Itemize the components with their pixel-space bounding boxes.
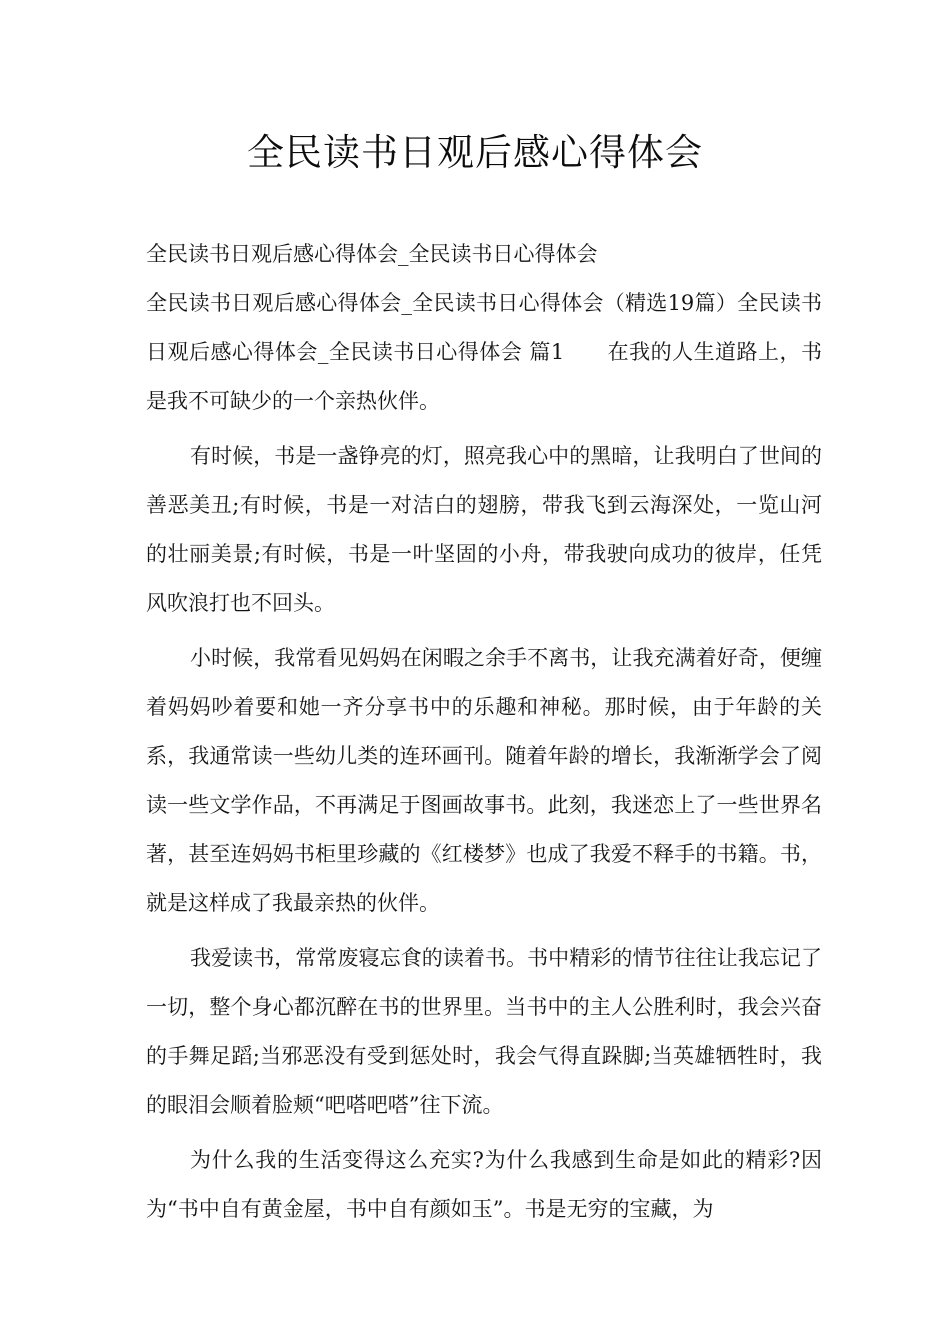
document-body (146, 230, 822, 1234)
document-title: 全民读书日观后感心得体会 (247, 131, 703, 174)
paragraph-intro: 全民读书日观后感心得体会_全民读书日心得体会（精选19篇）全民读书日观后感心得体会_全民读书日心得体会 篇1 在我的人生道路上，书是我不可缺少的一个亲热伙伴。 (146, 291, 822, 413)
paragraph-2: 有时候，书是一盏铮亮的灯，照亮我心中的黑暗，让我明白了世间的善恶美丑;有时候，书是一对洁白的翅膀，带我飞到云海深处，一览山河的壮丽美景;有时候，书是一叶坚固的小舟，带我驶向成功的彼岸，任凭风吹浪打也不回头。 (146, 444, 822, 615)
paragraph-4: 我爱读书，常常废寝忘食的读着书。书中精彩的情节往往让我忘记了一切，整个身心都沉醉在书的世界里。当书中的主人公胜利时，我会兴奋的手舞足蹈;当邪恶没有受到惩处时，我会气得直跺脚;当英雄牺牲时，我的眼泪会顺着脸颊“吧嗒吧嗒”往下流。 (146, 946, 822, 1117)
paragraph-3: 小时候，我常看见妈妈在闲暇之余手不离书，让我充满着好奇，便缠着妈妈吵着要和她一齐分享书中的乐趣和神秘。那时候，由于年龄的关系，我通常读一些幼儿类的连环画刊。随着年龄的增长，我渐渐学会了阅读一些文学作品，不再满足于图画故事书。此刻，我迷恋上了一些世界名著，甚至连妈妈书柜里珍藏的《红楼梦》也成了我爱不释手的书籍。书，就是这样成了我最亲热的伙伴。 (146, 646, 822, 915)
paragraph-5: 为什么我的生活变得这么充实?为什么我感到生命是如此的精彩?因为“书中自有黄金屋，书中自有颜如玉”。书是无穷的宝藏，为 (146, 1148, 822, 1221)
document-subtitle: 全民读书日观后感心得体会_全民读书日心得体会 (146, 242, 598, 266)
